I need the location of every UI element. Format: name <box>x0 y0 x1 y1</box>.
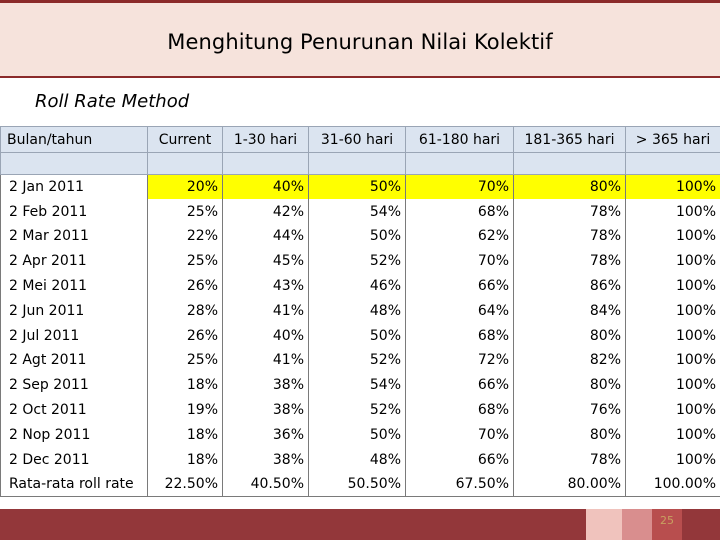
table-row <box>1 348 720 373</box>
rate-cell: 48% <box>309 298 406 323</box>
rate-cell: 100% <box>626 398 720 423</box>
rate-cell: 42% <box>223 199 309 224</box>
rate-cell: 22.50% <box>148 472 223 497</box>
rate-cell: 80% <box>514 323 626 348</box>
rate-cell: 78% <box>514 199 626 224</box>
rate-cell: 44% <box>223 224 309 249</box>
rate-cell: 50.50% <box>309 472 406 497</box>
rate-cell: 62% <box>406 224 514 249</box>
roll-rate-table <box>0 126 720 497</box>
rate-cell: 80% <box>514 175 626 200</box>
column-header: 1-30 hari <box>223 127 309 153</box>
rate-cell: 40.50% <box>223 472 309 497</box>
rate-cell: 18% <box>148 422 223 447</box>
header-spacer-row <box>1 153 720 175</box>
rate-cell: 80% <box>514 373 626 398</box>
rate-cell: 78% <box>514 224 626 249</box>
rate-cell: 68% <box>406 398 514 423</box>
rate-cell: 76% <box>514 398 626 423</box>
rate-cell: 38% <box>223 447 309 472</box>
row-label-cell: 2 Mar 2011 <box>1 224 148 249</box>
rate-cell: 40% <box>223 175 309 200</box>
row-label-cell: 2 Dec 2011 <box>1 447 148 472</box>
rate-cell: 100.00% <box>626 472 720 497</box>
table-row <box>1 274 720 299</box>
rate-cell: 70% <box>406 175 514 200</box>
rate-cell: 50% <box>309 224 406 249</box>
footer-accent-block <box>622 509 652 540</box>
rate-cell: 54% <box>309 373 406 398</box>
rate-cell: 36% <box>223 422 309 447</box>
row-label-cell: 2 Jul 2011 <box>1 323 148 348</box>
rate-cell: 80.00% <box>514 472 626 497</box>
rate-cell: 25% <box>148 199 223 224</box>
rate-cell: 28% <box>148 298 223 323</box>
rate-cell: 26% <box>148 274 223 299</box>
rate-cell: 41% <box>223 348 309 373</box>
rate-cell: 40% <box>223 323 309 348</box>
rate-cell: 48% <box>309 447 406 472</box>
rate-cell: 72% <box>406 348 514 373</box>
row-label-cell: 2 Nop 2011 <box>1 422 148 447</box>
table-row <box>1 422 720 447</box>
rate-cell: 70% <box>406 249 514 274</box>
rate-cell: 80% <box>514 422 626 447</box>
rate-cell: 66% <box>406 447 514 472</box>
rate-cell: 38% <box>223 398 309 423</box>
rate-cell: 50% <box>309 323 406 348</box>
column-header: 31-60 hari <box>309 127 406 153</box>
rate-cell: 100% <box>626 323 720 348</box>
rate-cell: 22% <box>148 224 223 249</box>
table-row <box>1 298 720 323</box>
rate-cell: 67.50% <box>406 472 514 497</box>
row-label-cell: 2 Sep 2011 <box>1 373 148 398</box>
table-row <box>1 199 720 224</box>
rate-cell: 84% <box>514 298 626 323</box>
table-row <box>1 323 720 348</box>
row-label-cell: 2 Jan 2011 <box>1 175 148 200</box>
table-row <box>1 398 720 423</box>
rate-cell: 25% <box>148 249 223 274</box>
footer-accent-block <box>586 509 622 540</box>
rate-cell: 68% <box>406 199 514 224</box>
rate-cell: 19% <box>148 398 223 423</box>
table-header-row <box>1 127 720 153</box>
column-header: 181-365 hari <box>514 127 626 153</box>
column-header: 61-180 hari <box>406 127 514 153</box>
table-row <box>1 175 720 200</box>
slide-title: Menghitung Penurunan Nilai Kolektif <box>167 30 553 54</box>
page-number: 25 <box>660 514 674 527</box>
column-header: > 365 hari <box>626 127 720 153</box>
rate-cell: 100% <box>626 447 720 472</box>
rate-cell: 38% <box>223 373 309 398</box>
rate-cell: 41% <box>223 298 309 323</box>
rate-cell: 100% <box>626 298 720 323</box>
table-row <box>1 249 720 274</box>
rate-cell: 100% <box>626 422 720 447</box>
rate-cell: 100% <box>626 274 720 299</box>
row-label-cell: 2 Jun 2011 <box>1 298 148 323</box>
row-label-cell: 2 Agt 2011 <box>1 348 148 373</box>
row-label-cell: 2 Feb 2011 <box>1 199 148 224</box>
column-header: Bulan/tahun <box>1 127 148 153</box>
rate-cell: 20% <box>148 175 223 200</box>
rate-cell: 43% <box>223 274 309 299</box>
rate-cell: 50% <box>309 175 406 200</box>
rate-cell: 64% <box>406 298 514 323</box>
rate-cell: 82% <box>514 348 626 373</box>
rate-cell: 100% <box>626 175 720 200</box>
rate-cell: 100% <box>626 199 720 224</box>
rate-cell: 100% <box>626 224 720 249</box>
rate-cell: 18% <box>148 373 223 398</box>
rate-cell: 26% <box>148 323 223 348</box>
average-row <box>1 472 720 497</box>
rate-cell: 78% <box>514 447 626 472</box>
rate-cell: 66% <box>406 373 514 398</box>
rate-cell: 54% <box>309 199 406 224</box>
table-row <box>1 447 720 472</box>
rate-cell: 68% <box>406 323 514 348</box>
row-label-cell: 2 Mei 2011 <box>1 274 148 299</box>
rate-cell: 45% <box>223 249 309 274</box>
rate-cell: 52% <box>309 398 406 423</box>
rate-cell: 18% <box>148 447 223 472</box>
slide-subtitle: Roll Rate Method <box>35 91 190 112</box>
rate-cell: 78% <box>514 249 626 274</box>
rate-cell: 66% <box>406 274 514 299</box>
row-label-cell: 2 Oct 2011 <box>1 398 148 423</box>
rate-cell: 100% <box>626 348 720 373</box>
rate-cell: 46% <box>309 274 406 299</box>
footer-accent-block <box>682 509 720 540</box>
row-label-cell: 2 Apr 2011 <box>1 249 148 274</box>
table-row <box>1 373 720 398</box>
column-header: Current <box>148 127 223 153</box>
rate-cell: 70% <box>406 422 514 447</box>
table-row <box>1 224 720 249</box>
rate-cell: 25% <box>148 348 223 373</box>
rate-cell: 52% <box>309 249 406 274</box>
row-label-cell: Rata-rata roll rate <box>1 472 148 497</box>
rate-cell: 86% <box>514 274 626 299</box>
rate-cell: 52% <box>309 348 406 373</box>
rate-cell: 100% <box>626 249 720 274</box>
rate-cell: 100% <box>626 373 720 398</box>
rate-cell: 50% <box>309 422 406 447</box>
